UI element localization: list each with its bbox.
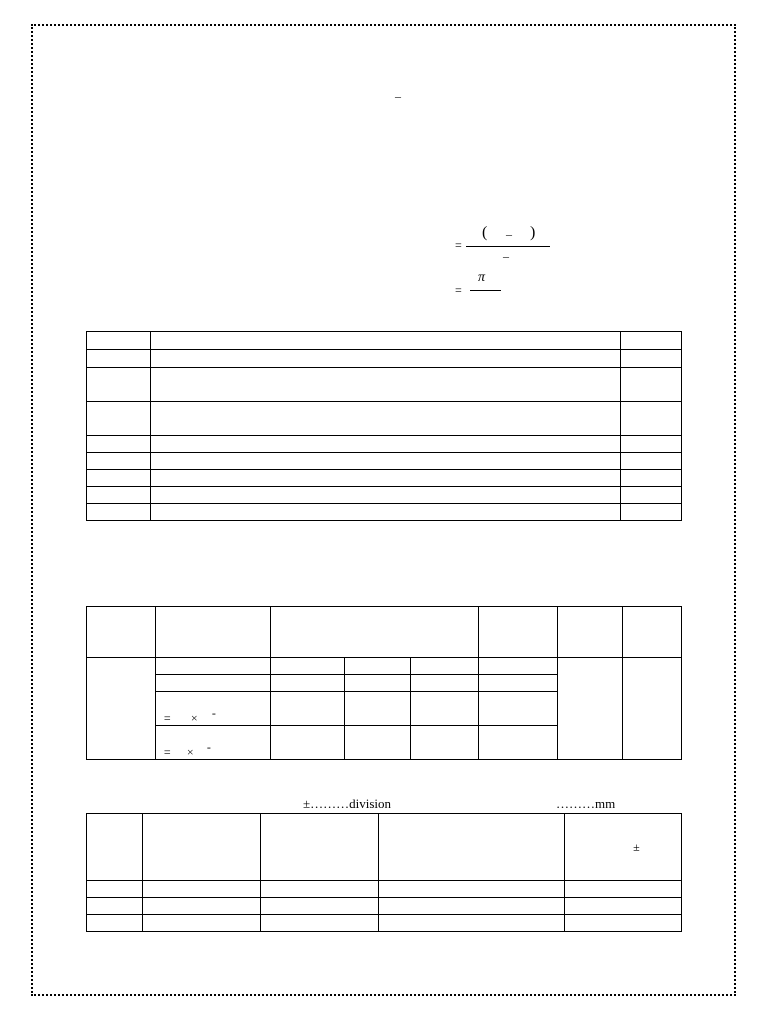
formula-1-equals: = (455, 238, 462, 252)
formula-1-minus: – (506, 227, 512, 241)
table-3 (86, 813, 682, 932)
formula-1-open-paren: ( (482, 224, 488, 241)
table-row (87, 504, 682, 521)
table-header-row (87, 607, 682, 658)
formula-times: × (186, 745, 194, 759)
table-row (87, 436, 682, 453)
formula-minus: - (211, 706, 216, 720)
table-row (87, 881, 682, 898)
measurement-unit-text: ………mm (556, 796, 616, 811)
formula-equals: = (163, 745, 171, 759)
table-2 (86, 606, 682, 760)
formula-2-fraction-bar (470, 290, 501, 291)
table-row (87, 350, 682, 368)
formula-equals: = (163, 711, 171, 725)
least-count-text: ±………division (303, 796, 392, 811)
formula-cell (155, 692, 270, 726)
table-row (87, 453, 682, 470)
formula-minus: – (395, 89, 401, 103)
table-row (87, 487, 682, 504)
formula-1-denominator-minus: – (503, 249, 509, 263)
table-1 (86, 331, 682, 521)
formula-times: × (190, 711, 198, 725)
formula-2-equals: = (455, 283, 462, 297)
table-row (87, 402, 682, 436)
table-row (87, 658, 682, 675)
pm-header-cell (565, 814, 682, 881)
formula-minus: - (206, 740, 211, 754)
table-header-row (87, 814, 682, 881)
table-row (87, 470, 682, 487)
formula-1-close-paren: ) (530, 224, 536, 241)
table-row (87, 332, 682, 350)
table-row (87, 368, 682, 402)
formula-2-pi: π (478, 270, 486, 285)
formula-cell (155, 726, 270, 760)
table-row (87, 898, 682, 915)
plus-minus-symbol: ± (633, 840, 640, 854)
formula-1-fraction-bar (466, 246, 550, 247)
table-row (87, 915, 682, 932)
